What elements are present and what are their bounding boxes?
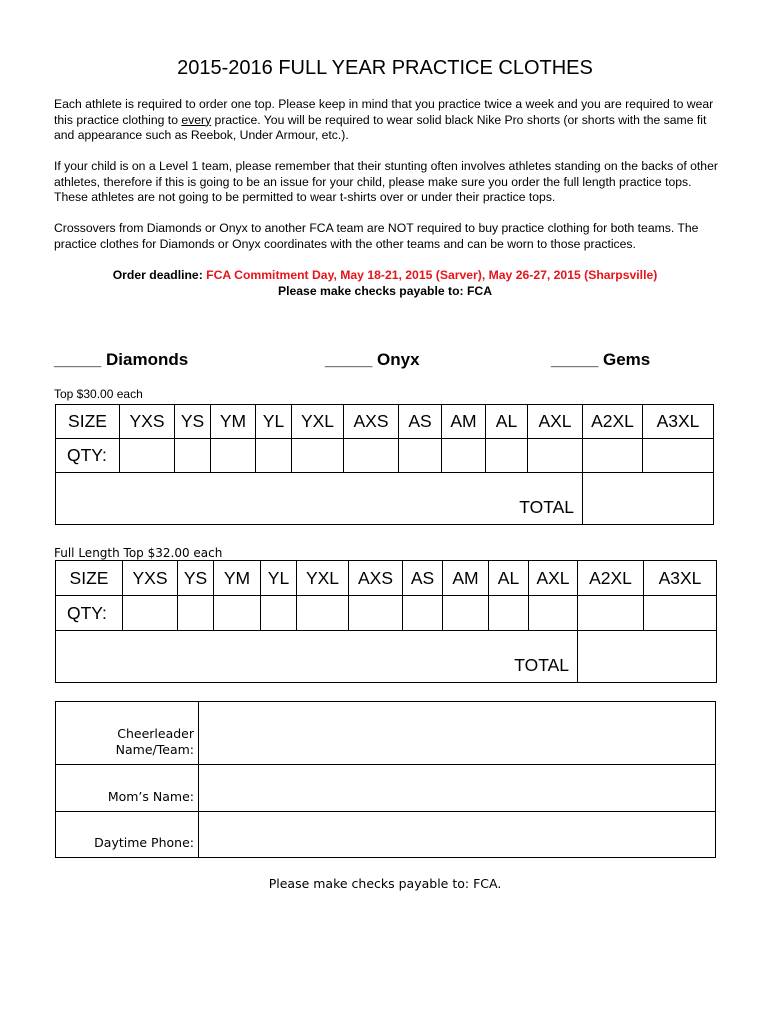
total-label: TOTAL	[56, 631, 578, 683]
qty-cell[interactable]	[583, 439, 643, 473]
size-cell: YL	[256, 405, 292, 439]
size-cell: YXL	[292, 405, 344, 439]
size-cell: YM	[214, 561, 261, 596]
size-cell: YL	[261, 561, 297, 596]
qty-cell[interactable]	[644, 596, 717, 631]
team-gems[interactable]	[551, 350, 650, 370]
size-label: SIZE	[56, 405, 120, 439]
qty-cell[interactable]	[214, 596, 261, 631]
size-row	[56, 561, 717, 596]
qty-cell[interactable]	[403, 596, 443, 631]
qty-cell[interactable]	[123, 596, 178, 631]
size-cell: AM	[442, 405, 486, 439]
team-blank: _____	[551, 350, 599, 369]
total-value[interactable]	[583, 473, 714, 525]
size-cell: AXL	[529, 561, 578, 596]
qty-cell[interactable]	[578, 596, 644, 631]
size-cell: AM	[443, 561, 489, 596]
qty-row	[56, 439, 714, 473]
total-label: TOTAL	[56, 473, 583, 525]
size-label: SIZE	[56, 561, 123, 596]
qty-cell[interactable]	[399, 439, 442, 473]
size-cell: YXS	[123, 561, 178, 596]
info-row-phone	[56, 812, 716, 858]
qty-cell[interactable]	[529, 596, 578, 631]
phone-field[interactable]	[199, 812, 716, 858]
team-blank: _____	[54, 350, 102, 369]
deadline-value: FCA Commitment Day, May 18-21, 2015 (Sarver), May 26-27, 2015 (Sharpsville)	[206, 268, 658, 282]
size-cell: AXS	[344, 405, 399, 439]
intro-paragraph	[54, 97, 722, 144]
qty-row	[56, 596, 717, 631]
size-row	[56, 405, 714, 439]
size-cell: A2XL	[583, 405, 643, 439]
qty-label: QTY:	[56, 596, 123, 631]
qty-cell[interactable]	[211, 439, 256, 473]
total-row	[56, 473, 714, 525]
footer-note: Please make checks payable to: FCA.	[268, 876, 502, 891]
qty-cell[interactable]	[344, 439, 399, 473]
team-name: Diamonds	[101, 350, 189, 369]
order-deadline	[0, 268, 770, 299]
qty-cell[interactable]	[297, 596, 349, 631]
size-cell: AXL	[528, 405, 583, 439]
intro-text-start: Each athlete is required to order one top. Please keep in mind that you practice twice a week and you are required to wear this practice clothing to	[54, 97, 714, 127]
intro-emphasis: every	[181, 112, 212, 127]
size-cell: YS	[178, 561, 214, 596]
total-value[interactable]	[578, 631, 717, 683]
size-cell: AS	[403, 561, 443, 596]
size-cell: A2XL	[578, 561, 644, 596]
team-name: Onyx	[372, 350, 420, 369]
full-top-caption: Full Length Top $32.00 each	[54, 546, 223, 560]
size-cell: YXL	[297, 561, 349, 596]
qty-cell[interactable]	[486, 439, 528, 473]
qty-cell[interactable]	[442, 439, 486, 473]
top-caption: Top $30.00 each	[54, 387, 143, 401]
qty-cell[interactable]	[443, 596, 489, 631]
team-onyx[interactable]	[325, 350, 420, 370]
qty-cell[interactable]	[178, 596, 214, 631]
team-blank: _____	[325, 350, 373, 369]
team-diamonds[interactable]	[54, 350, 188, 370]
cheerleader-name-field[interactable]	[199, 702, 716, 765]
mom-name-label: Mom’s Name:	[56, 765, 199, 812]
size-cell: AL	[486, 405, 528, 439]
page-title: 2015-2016 FULL YEAR PRACTICE CLOTHES	[177, 57, 593, 79]
info-row-mom	[56, 765, 716, 812]
deadline-label: Order deadline:	[112, 268, 207, 282]
cheerleader-label: Cheerleader Name/Team:	[56, 702, 199, 765]
qty-label: QTY:	[56, 439, 120, 473]
crossover-paragraph: Crossovers from Diamonds or Onyx to another FCA team are NOT required to buy practice clothing for both teams. The practice clothes for Diamonds or Onyx coordinates with the other teams and can be worn to those practices.	[54, 221, 699, 251]
qty-cell[interactable]	[528, 439, 583, 473]
qty-cell[interactable]	[349, 596, 403, 631]
total-row	[56, 631, 717, 683]
intro-text-end: practice. You will be required to wear solid black Nike Pro shorts (or shorts with the same fit and appearance such as Reebok, Under Armour, etc.).	[54, 112, 707, 143]
size-cell: AXS	[349, 561, 403, 596]
contact-info-table	[55, 701, 716, 858]
size-cell: YM	[211, 405, 256, 439]
qty-cell[interactable]	[175, 439, 211, 473]
team-name: Gems	[598, 350, 651, 369]
size-cell: YXS	[120, 405, 175, 439]
size-cell: AS	[399, 405, 442, 439]
qty-cell[interactable]	[643, 439, 714, 473]
mom-name-field[interactable]	[199, 765, 716, 812]
top-size-table	[55, 404, 714, 525]
qty-cell[interactable]	[120, 439, 175, 473]
qty-cell[interactable]	[256, 439, 292, 473]
qty-cell[interactable]	[292, 439, 344, 473]
size-cell: AL	[489, 561, 529, 596]
qty-cell[interactable]	[489, 596, 529, 631]
phone-label: Daytime Phone:	[56, 812, 199, 858]
size-cell: A3XL	[644, 561, 717, 596]
level1-paragraph: If your child is on a Level 1 team, please remember that their stunting often involves athletes standing on the backs of other athletes, therefore if this is going to be an issue for your child, please make sure you order the full length practice tops. These athletes are not going to be permitted to wear t-shirts over or under their practice tops.	[54, 159, 718, 205]
size-cell: YS	[175, 405, 211, 439]
qty-cell[interactable]	[261, 596, 297, 631]
checks-note: Please make checks payable to: FCA	[277, 283, 493, 298]
info-row-name	[56, 702, 716, 765]
size-cell: A3XL	[643, 405, 714, 439]
full-top-size-table	[55, 560, 717, 683]
